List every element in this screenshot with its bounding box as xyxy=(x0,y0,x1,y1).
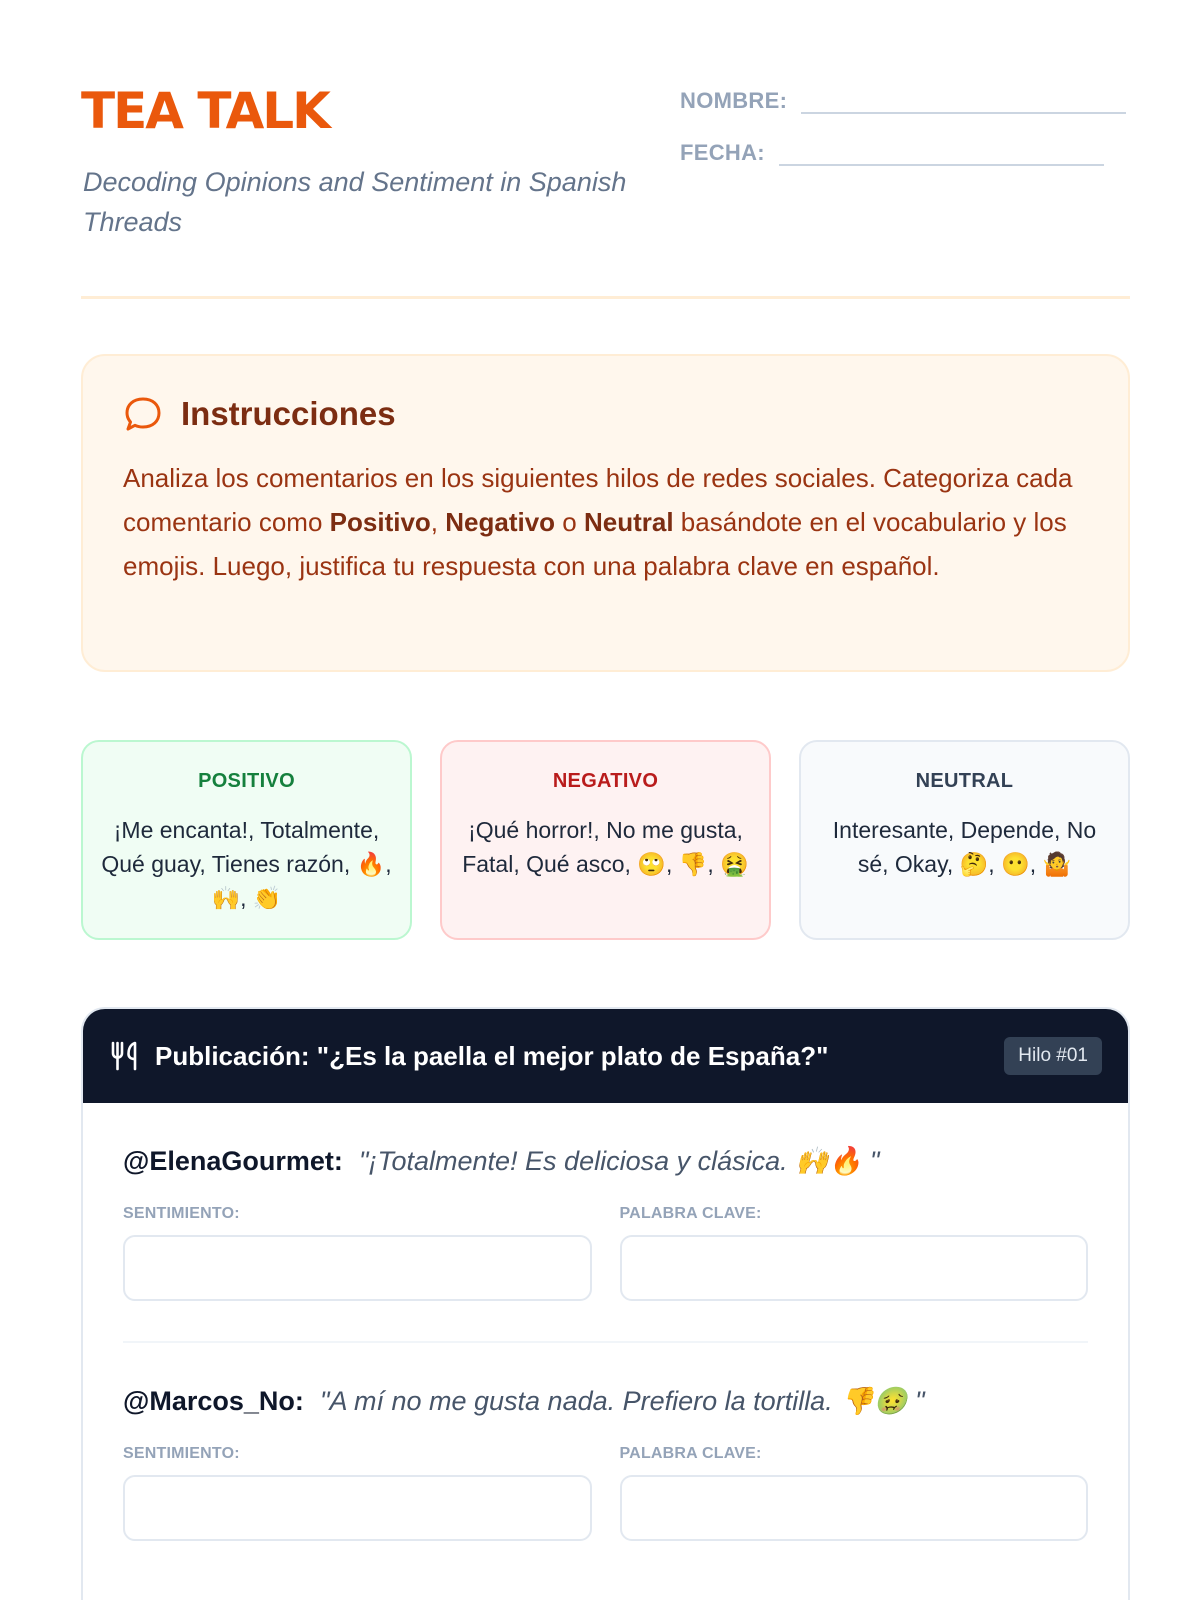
comment-username: @Marcos_No: xyxy=(123,1386,304,1416)
name-field xyxy=(680,88,1126,114)
keyword-answer xyxy=(620,1205,1089,1301)
instructions-title: Instrucciones xyxy=(181,395,396,432)
comment-username: @ElenaGourmet: xyxy=(123,1146,343,1176)
negative-term: Negativo xyxy=(445,507,556,537)
thread-header xyxy=(83,1009,1128,1103)
header-divider xyxy=(81,296,1130,299)
speech-bubble-icon xyxy=(123,394,163,434)
positive-card xyxy=(81,740,412,940)
comment xyxy=(83,1343,1128,1541)
keyword-input[interactable] xyxy=(620,1235,1089,1301)
negative-card xyxy=(440,740,771,940)
neutral-card xyxy=(799,740,1130,940)
instructions-text-part: Analiza los comentarios en los siguientes hilos de redes sociales. Categoriza cada comentario como xyxy=(123,463,1073,537)
thread-title: Publicación: "¿Es la paella el mejor plato de España?" xyxy=(155,1040,829,1071)
page-title: TEA TALK xyxy=(81,82,329,140)
keyword-input[interactable] xyxy=(620,1475,1089,1541)
name-label: NOMBRE: xyxy=(680,88,788,113)
instructions-header xyxy=(123,394,1088,434)
positive-card-words: ¡Me encanta!, Totalmente, Qué guay, Tienes razón, 🔥, 🙌, 👏 xyxy=(101,817,392,911)
instructions-separator: , xyxy=(430,507,446,537)
date-field xyxy=(680,140,1104,166)
comment-line xyxy=(123,1145,1088,1177)
positive-term: Positivo xyxy=(329,507,431,537)
category-cards xyxy=(81,740,1130,940)
comment-text: "¡Totalmente! Es deliciosa y clásica. 🙌🔥 " xyxy=(358,1146,880,1176)
negative-card-words: ¡Qué horror!, No me gusta, Fatal, Qué asco, 🙄, 👎, 🤮 xyxy=(462,817,749,877)
sentiment-answer xyxy=(123,1445,592,1541)
sentiment-input[interactable] xyxy=(123,1235,592,1301)
name-line[interactable] xyxy=(801,90,1126,114)
negative-card-title: NEGATIVO xyxy=(552,770,659,792)
sentiment-answer xyxy=(123,1205,592,1301)
positive-card-title: POSITIVO xyxy=(198,770,295,792)
sentiment-label: SENTIMIENTO: xyxy=(123,1205,240,1222)
neutral-card-words: Interesante, Depende, No sé, Okay, 🤔, 😶, 🤷 xyxy=(832,817,1097,877)
answer-row xyxy=(123,1445,1088,1541)
keyword-answer xyxy=(620,1445,1089,1541)
page-subtitle: Decoding Opinions and Sentiment in Spanish Threads xyxy=(83,167,627,237)
instructions-text xyxy=(123,456,1088,588)
thread-badge: Hilo #01 xyxy=(1004,1037,1102,1075)
instructions-panel xyxy=(81,354,1130,672)
instructions-text-part: basándote en el vocabulario y los emojis. Luego, justifica tu respuesta con una palabra clave en español. xyxy=(123,507,1067,581)
date-label: FECHA: xyxy=(680,140,765,165)
neutral-card-title: NEUTRAL xyxy=(915,770,1014,792)
answer-row xyxy=(123,1205,1088,1301)
sentiment-label: SENTIMIENTO: xyxy=(123,1445,240,1462)
thread-card xyxy=(81,1007,1130,1600)
neutral-term: Neutral xyxy=(583,507,674,537)
worksheet-header xyxy=(81,80,1130,300)
comment-text: "A mí no me gusta nada. Prefiero la tortilla. 👎🤢 " xyxy=(319,1386,925,1416)
date-line[interactable] xyxy=(779,142,1104,166)
sentiment-input[interactable] xyxy=(123,1475,592,1541)
comment xyxy=(83,1103,1128,1301)
instructions-separator: o xyxy=(555,507,584,537)
keyword-label: PALABRA CLAVE: xyxy=(619,1445,762,1462)
comment-line xyxy=(123,1385,1088,1417)
utensils-icon xyxy=(109,1039,143,1073)
keyword-label: PALABRA CLAVE: xyxy=(619,1205,762,1222)
